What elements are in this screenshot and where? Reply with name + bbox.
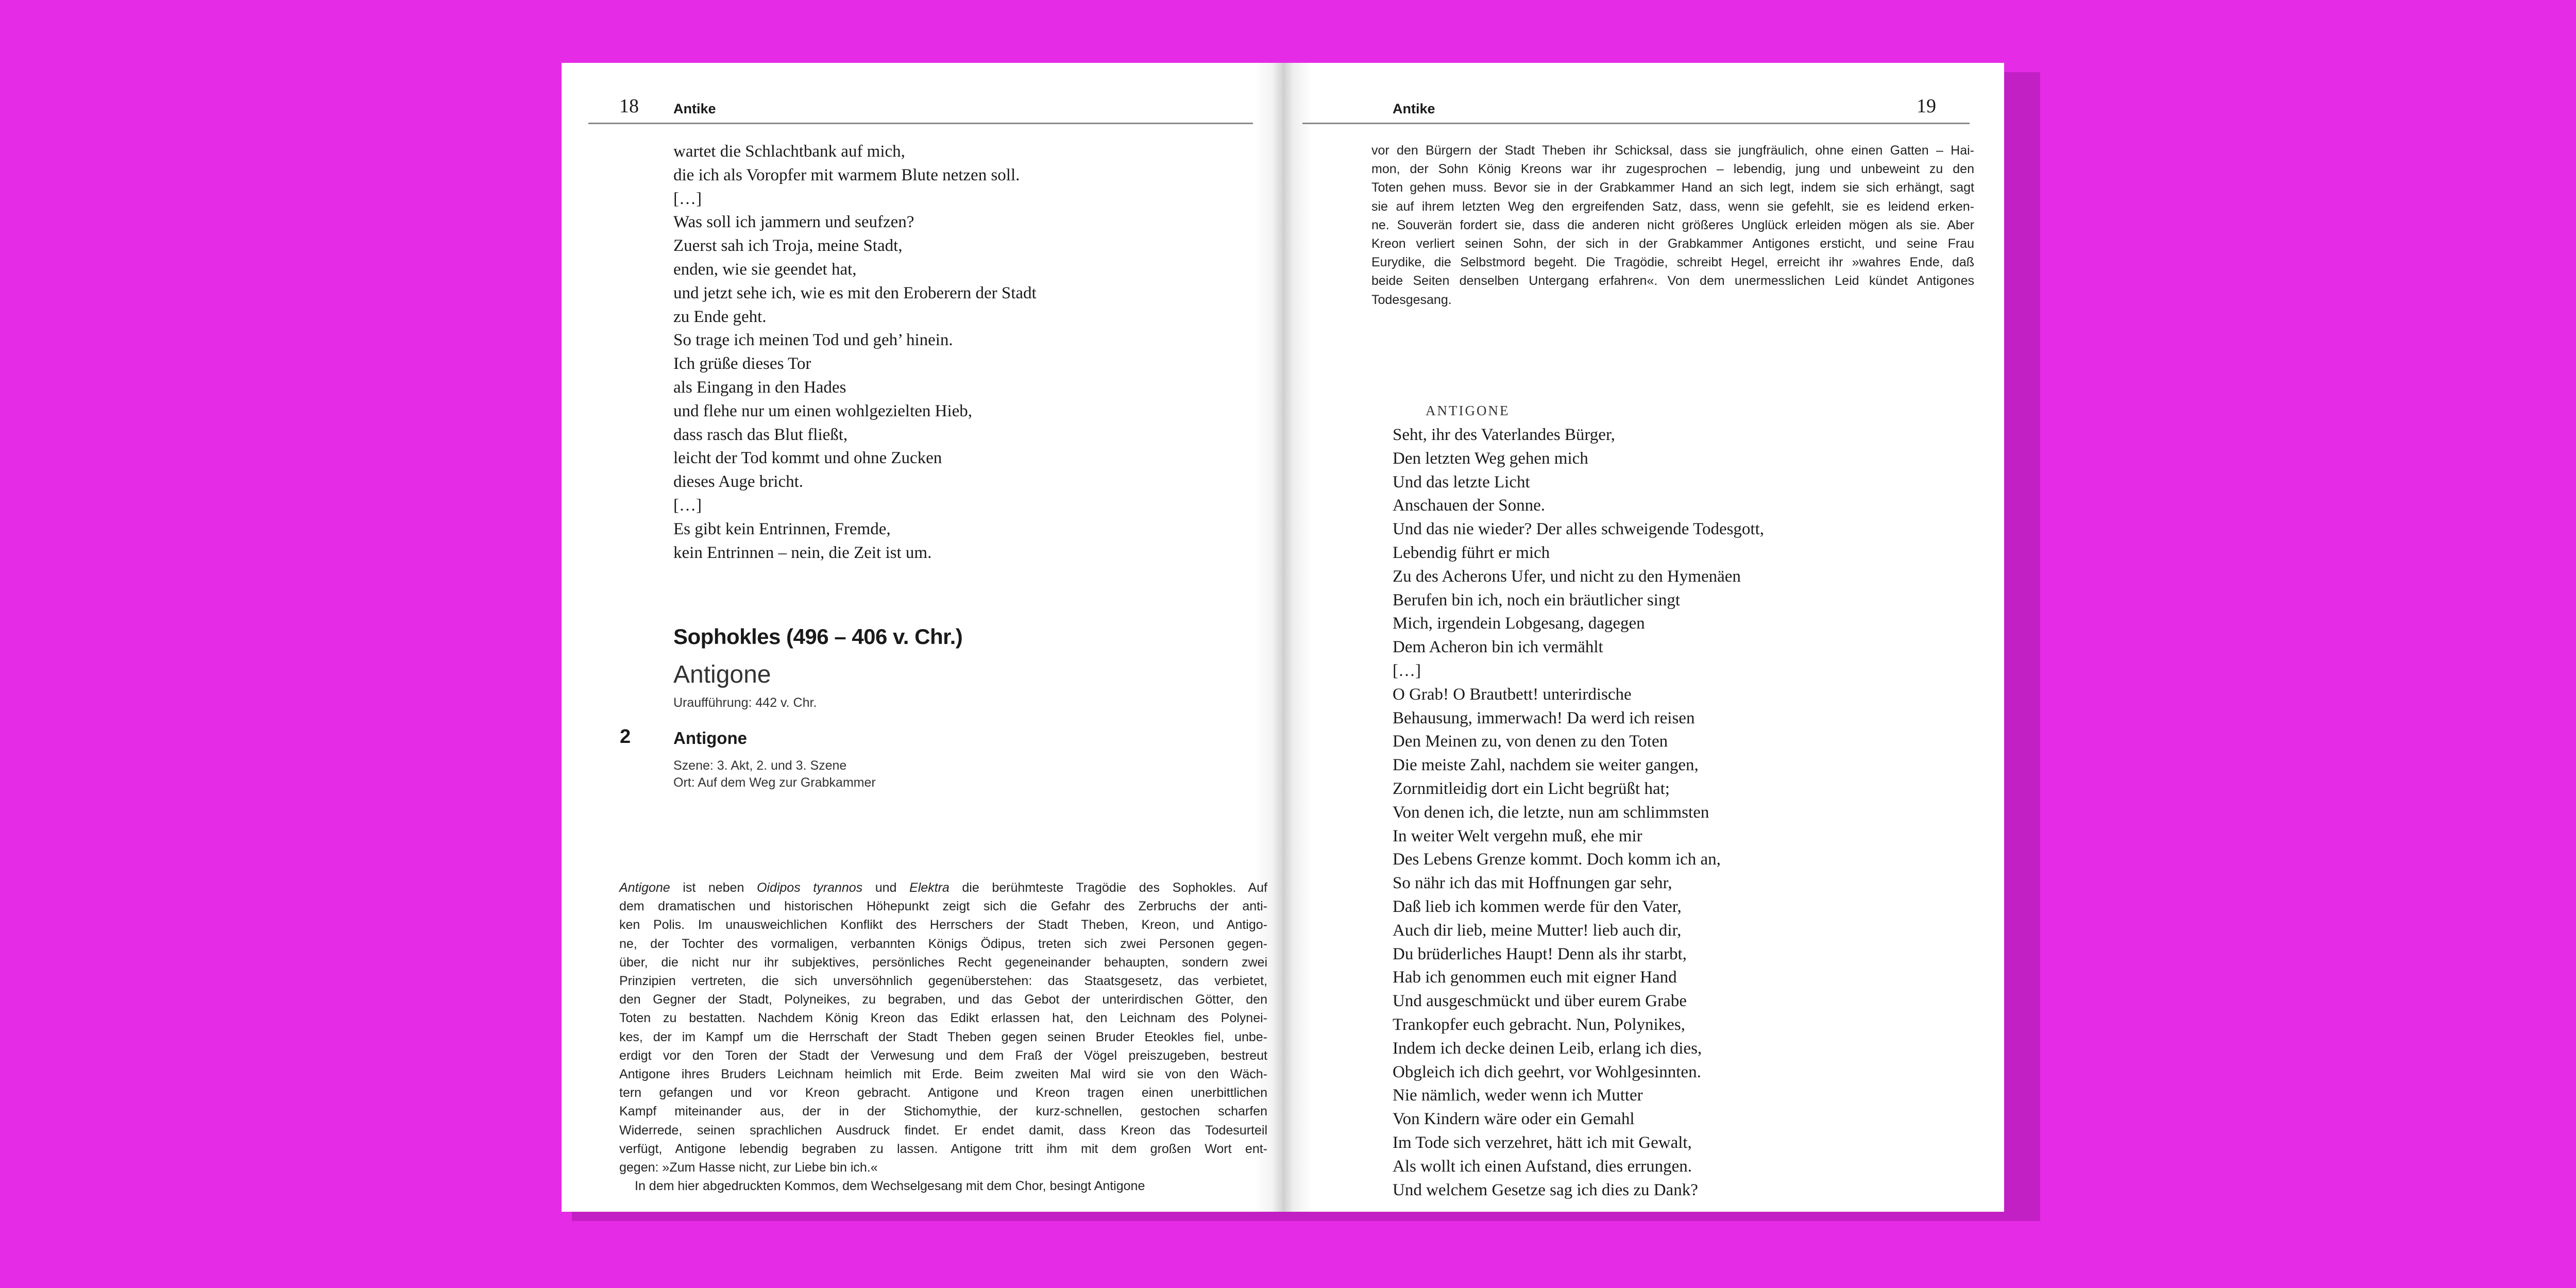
left-page bbox=[562, 63, 1283, 1212]
intro-text-segment: und bbox=[862, 880, 910, 895]
intro-line: sie auf ihrem letzten Weg den ergreifenden Satz, dass, wenn sie gefehlt, sie es leidend erken- bbox=[1371, 199, 1974, 214]
verse-line: Hab ich genommen euch mit eigner Hand bbox=[1393, 968, 1677, 987]
verse-line: Den Meinen zu, von denen zu den Toten bbox=[1393, 732, 1668, 751]
verse-line: leicht der Tod kommt und ohne Zucken bbox=[673, 449, 942, 468]
intro-line: ken Polis. Im unausweichlichen Konflikt des Herrschers der Stadt Theben, Kreon, und Antigo- bbox=[619, 918, 1267, 933]
excerpt-number: 2 bbox=[620, 726, 631, 748]
verse-line: Von denen ich, die letzte, nun am schlimmsten bbox=[1393, 803, 1709, 822]
intro-line: Widerrede, seinen sprachlichen Ausdruck findet. Er endet damit, dass Kreon das Todesurteil bbox=[619, 1123, 1267, 1138]
book-spread bbox=[562, 63, 2004, 1212]
verse-line: Dem Acheron bin ich vermählt bbox=[1393, 638, 1603, 657]
intro-line: Prinzipien vertreten, die sich unversöhnlich gegenüberstehen: das Staatsgesetz, das verbietet, bbox=[619, 974, 1267, 989]
intro-line: gegen: »Zum Hasse nicht, zur Liebe bin ich.« bbox=[619, 1160, 878, 1175]
verse-line: Nie nämlich, weder wenn ich Mutter bbox=[1393, 1086, 1643, 1105]
intro-line: beide Seiten denselben Untergang erfahren«. Von dem unermesslichen Leid kündet Antigones bbox=[1371, 274, 1974, 289]
verse-line: Behausung, immerwach! Da werd ich reisen bbox=[1393, 708, 1695, 727]
verse-line: kein Entrinnen – nein, die Zeit ist um. bbox=[673, 543, 932, 562]
intro-line: dem dramatischen und historischen Höhepunkt zeigt sich die Gefahr des Zerbruchs der anti- bbox=[619, 899, 1267, 914]
verse-line: Du brüderliches Haupt! Denn als ihr starbt, bbox=[1393, 944, 1687, 963]
verse-line: In weiter Welt vergehn muß, ehe mir bbox=[1393, 826, 1642, 845]
verse-line: So nähr ich das mit Hoffnungen gar sehr, bbox=[1393, 874, 1672, 893]
verse-line: Was soll ich jammern und seufzen? bbox=[673, 213, 914, 232]
intro-text-segment: ist neben bbox=[670, 880, 757, 895]
italic-title-text: Oidipos tyrannos bbox=[756, 880, 863, 895]
page-number-right: 19 bbox=[1917, 95, 1936, 117]
verse-line: Zornmitleidig dort ein Licht begrüßt hat; bbox=[1393, 779, 1670, 798]
running-head-left: Antike bbox=[673, 101, 716, 116]
verse-line: Lebendig führt er mich bbox=[1393, 543, 1550, 562]
verse-line: und flehe nur um einen wohlgezielten Hieb, bbox=[673, 401, 973, 420]
intro-line: Kreon verliert seinen Sohn, der sich in der Grabkammer Antigones ersticht, und seine Frau bbox=[1371, 236, 1974, 251]
verse-block-right bbox=[1393, 423, 1764, 1202]
location-line: Ort: Auf dem Weg zur Grabkammer bbox=[673, 775, 876, 790]
intro-line: Antigone ihres Bruders Leichnam heimlich mit Erde. Beim zweiten Mal wird sie von den Wäch- bbox=[619, 1067, 1267, 1082]
book-gutter bbox=[1273, 63, 1293, 1212]
verse-line: Es gibt kein Entrinnen, Fremde, bbox=[673, 519, 891, 538]
intro-text-segment: die berühmteste Tragödie des Sophokles. Auf bbox=[949, 880, 1267, 895]
page-number-left: 18 bbox=[619, 95, 639, 117]
intro-line: In dem hier abgedruckten Kommos, dem Wechselgesang mit dem Chor, besingt Antigone bbox=[635, 1179, 1145, 1194]
verse-line: dieses Auge bricht. bbox=[673, 472, 804, 492]
verse-line: Daß lieb ich kommen werde für den Vater, bbox=[1393, 897, 1682, 916]
intro-line: vor den Bürgern der Stadt Theben ihr Schicksal, dass sie jungfräulich, ohne einen Gatten – Hai- bbox=[1371, 143, 1974, 158]
intro-line: Todesgesang. bbox=[1371, 292, 1452, 307]
verse-line: Zuerst sah ich Troja, meine Stadt, bbox=[673, 236, 903, 256]
verse-line: Ich grüße dieses Tor bbox=[673, 354, 811, 374]
premiere-date: Uraufführung: 442 v. Chr. bbox=[673, 696, 817, 710]
verse-line: zu Ende geht. bbox=[673, 307, 767, 326]
italic-title-text: Antigone bbox=[619, 880, 670, 895]
speaker-name: ANTIGONE bbox=[1426, 403, 1510, 418]
intro-line: den Gegner der Stadt, Polyneikes, zu begraben, und das Gebot der unterirdischen Götter, den bbox=[619, 992, 1267, 1007]
verse-line: Anschauen der Sonne. bbox=[1393, 496, 1546, 515]
verse-line: Zu des Acherons Ufer, und nicht zu den Hymenäen bbox=[1393, 567, 1741, 586]
intro-text-continued bbox=[1371, 141, 1974, 309]
intro-text bbox=[619, 878, 1267, 1195]
intro-line: kes, der im Kampf um die Herrschaft der Stadt Theben gegen seinen Bruder Eteokles fiel, unbe- bbox=[619, 1029, 1267, 1044]
verse-line: wartet die Schlachtbank auf mich, bbox=[673, 142, 905, 161]
verse-line: die ich als Voropfer mit warmem Blute netzen soll. bbox=[673, 165, 1020, 184]
verse-line: […] bbox=[673, 496, 702, 515]
intro-line: Eurydike, die Selbstmord begeht. Die Tragödie, schreibt Hegel, erreicht ihr »wahres Ende, daß bbox=[1371, 255, 1974, 270]
verse-line: enden, wie sie geendet hat, bbox=[673, 260, 857, 279]
work-title: Antigone bbox=[673, 661, 771, 688]
intro-line: über, die nicht nur ihr subjektives, persönliches Recht gegeneinander behaupten, sondern zwei bbox=[619, 955, 1267, 970]
verse-line: als Eingang in den Hades bbox=[673, 378, 846, 397]
running-head-right: Antike bbox=[1393, 101, 1435, 116]
intro-line: verfügt, Antigone lebendig begraben zu lassen. Antigone tritt ihm mit dem großen Wort ent- bbox=[619, 1141, 1267, 1156]
italic-title-text: Elektra bbox=[909, 880, 950, 895]
intro-line: ne, der Tochter des vormaligen, verbannten Königs Ödipus, treten sich zwei Personen gegen- bbox=[619, 936, 1267, 951]
verse-line: […] bbox=[673, 189, 702, 208]
verse-line: Seht, ihr des Vaterlandes Bürger, bbox=[1393, 426, 1615, 444]
intro-line: Toten gehen muss. Bevor sie in der Grabkammer Hand an sich legt, indem sie sich erhängt, sagt bbox=[1371, 180, 1974, 195]
verse-line: Im Tode sich verzehret, hätt ich mit Gewalt, bbox=[1393, 1133, 1692, 1152]
intro-line: erdigt vor den Toren der Stadt der Verwesung und dem Fraß der Vögel preiszugeben, bestreut bbox=[619, 1048, 1267, 1063]
intro-first-line bbox=[619, 878, 1267, 897]
excerpt-title: Antigone bbox=[673, 728, 747, 748]
header-rule-right bbox=[1302, 123, 1970, 124]
header-rule-left bbox=[588, 123, 1253, 124]
verse-line: Den letzten Weg gehen mich bbox=[1393, 449, 1588, 468]
verse-line: Indem ich decke deinen Leib, erlang ich dies, bbox=[1393, 1039, 1702, 1058]
intro-line: ne. Souverän fordert sie, dass die anderen nicht größeres Unglück erleiden mögen als sie. Aber bbox=[1371, 217, 1974, 232]
intro-line: Toten zu bestatten. Nachdem König Kreon das Edikt erlassen hat, den Leichnam des Polynei- bbox=[619, 1011, 1267, 1026]
author-heading: Sophokles (496 – 406 v. Chr.) bbox=[673, 624, 963, 649]
verse-line: Als wollt ich einen Aufstand, dies errungen. bbox=[1393, 1157, 1692, 1176]
scene-line: Szene: 3. Akt, 2. und 3. Szene bbox=[673, 758, 847, 773]
verse-line: So trage ich meinen Tod und geh’ hinein. bbox=[673, 331, 953, 350]
verse-line: Die meiste Zahl, nachdem sie weiter gangen, bbox=[1393, 756, 1699, 775]
verse-line: Von Kindern wäre oder ein Gemahl bbox=[1393, 1110, 1635, 1129]
verse-line: dass rasch das Blut fließt, bbox=[673, 425, 848, 444]
verse-line: Und ausgeschmückt und über eurem Grabe bbox=[1393, 992, 1687, 1011]
verse-line: Berufen bin ich, noch ein bräutlicher singt bbox=[1393, 590, 1681, 609]
scene-info bbox=[673, 757, 876, 791]
verse-line: Und welchem Gesetze sag ich dies zu Dank? bbox=[1393, 1180, 1698, 1199]
intro-line: tern gefangen und vor Kreon gebracht. Antigone und Kreon tragen einen unerbittlichen bbox=[619, 1086, 1267, 1100]
verse-line: […] bbox=[1393, 661, 1421, 680]
verse-line: Mich, irgendein Lobgesang, dagegen bbox=[1393, 614, 1645, 633]
verse-line: Und das nie wieder? Der alles schweigende Todesgott, bbox=[1393, 520, 1765, 539]
verse-block-left bbox=[673, 140, 1037, 565]
verse-line: O Grab! O Brautbett! unterirdische bbox=[1393, 685, 1632, 704]
verse-line: Obgleich ich dich geehrt, vor Wohlgesinnten. bbox=[1393, 1062, 1701, 1081]
intro-line: Kampf miteinander aus, der in der Stichomythie, der kurz-schnellen, gestochen scharfen bbox=[619, 1104, 1267, 1119]
verse-line: Des Lebens Grenze kommt. Doch komm ich an, bbox=[1393, 850, 1721, 869]
intro-line: mon, der Sohn König Kreons war ihr zugesprochen – lebendig, jung und unbeweint zu den bbox=[1371, 162, 1974, 177]
verse-line: Auch dir lieb, meine Mutter! lieb auch dir, bbox=[1393, 921, 1682, 940]
verse-line: Und das letzte Licht bbox=[1393, 472, 1530, 492]
verse-line: Trankopfer euch gebracht. Nun, Polynikes, bbox=[1393, 1015, 1685, 1034]
verse-line: und jetzt sehe ich, wie es mit den Eroberern der Stadt bbox=[673, 283, 1037, 302]
